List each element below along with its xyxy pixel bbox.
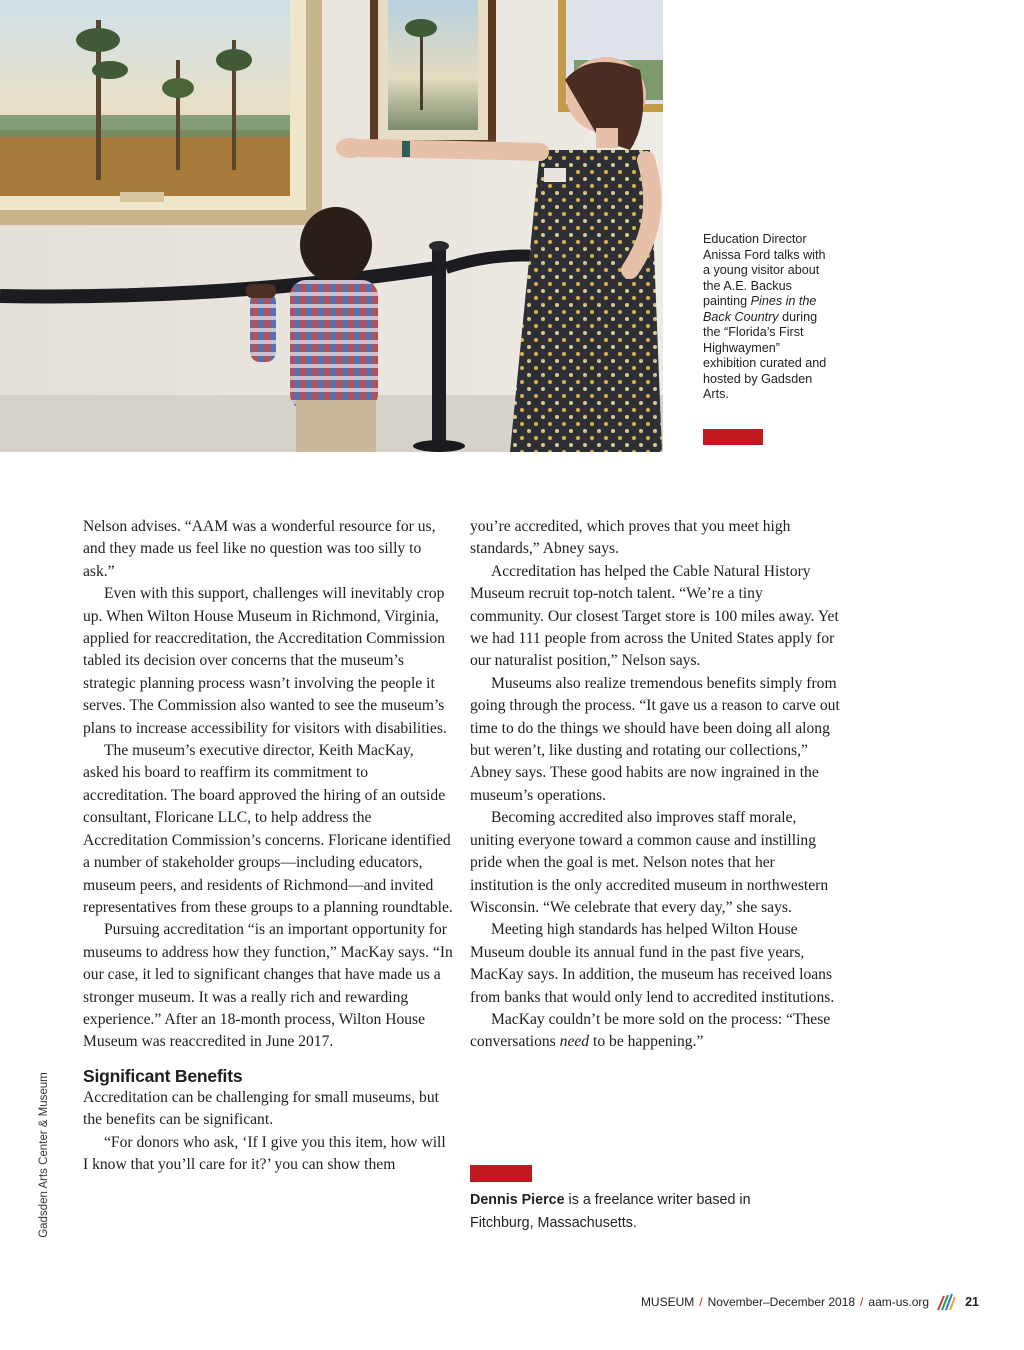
caption-painting-title: Pines in the Back Country [703,294,817,324]
paragraph: The museum’s executive director, Keith MacKay, asked his board to reaffirm its commitment to accreditation. The board approved the hiring of an outside consultant, Floricane LLC, to help address the Accreditation Commission’s concerns. Floricane identified a number of stakeholder groups—including educators, museum peers, and residents of Richmond—and invited representatives from these groups to a planning roundtable. [83,742,453,916]
paragraph: Museums also realize tremendous benefits simply from going through the process. “It gave us a reason to carve out time to do the things we should have been doing all along but weren’t, like dusting and rotating our collections,” Abney says. These good habits are now ingrained in the museum’s operations. [470,674,840,804]
paragraph: Accreditation has helped the Cable Natural History Museum recruit top-notch talent. “We’re a tiny community. Our closest Target store is 100 miles away. Yet we had 111 people from across the United States apply for our naturalist position,” Nelson says. [470,562,839,670]
author-bio-text: is a freelance writer based in Fitchburg, Massachusetts. [470,1192,751,1231]
paragraph: Meeting high standards has helped Wilton House Museum double its annual fund in the past five years, MacKay says. In addition, the museum has received loans from banks that would only lend to accredited institutions. [470,921,835,1006]
author-name: Dennis Pierce [470,1192,565,1208]
footer-separator: / [699,1295,703,1309]
closing-text-end: to be happening.” [589,1033,704,1051]
paragraph: “For donors who ask, ‘If I give you this item, how will I know that you’ll care for it?’ you can show them [83,1133,446,1173]
caption-text-end: during the “Florida’s First Highwaymen” exhibition curated and hosted by Gadsden Arts. [703,309,827,401]
footer-magazine: MUSEUM [640,1295,695,1309]
photo-credit: Gadsden Arts Center & Museum [38,1072,50,1238]
paragraph: Even with this support, challenges will inevitably crop up. When Wilton House Museum in Richmond, Virginia, applied for reaccreditation, the Accreditation Commission tabled its decision over concerns that the museum’s strategic planning process wasn’t involving the people it serves. The Commission also wanted to see the museum’s plans to increase accessibility for visitors with disabilities. [83,585,447,737]
gallery-scene-illustration [0,0,663,452]
caption-accent-bar [703,429,763,445]
paragraph: Pursuing accreditation “is an important opportunity for museums to address how they function,” MacKay says. “In our case, it led to significant changes that have made us a stronger museum. It was a really rich and rewarding experience.” After an 18-month process, Wilton House Museum was reaccredited in June 2017. [83,921,453,1051]
page-footer [641,1292,979,1312]
photo-caption [703,232,828,403]
paragraph: Becoming accredited also improves staff morale, uniting everyone toward a common cause and instilling pride when the goal is met. Nelson notes that her institution is the only accredited museum in northwestern Wisconsin. “We celebrate that every day,” she says. [470,809,829,916]
bio-accent-bar [470,1165,532,1182]
closing-text-start: MacKay couldn’t be more sold on the process: “These conversations [470,1010,831,1051]
paragraph: you’re accredited, which proves that you meet high standards,” Abney says. [470,518,791,558]
page-number: 21 [965,1295,979,1309]
section-heading: Significant Benefits [83,1065,243,1086]
paragraph: Accreditation can be challenging for small museums, but the benefits can be significant. [83,1088,439,1129]
feature-photo [0,0,663,452]
article-column-left [83,516,453,1176]
paragraph-closing [470,1009,840,1054]
closing-emphasis: need [559,1033,590,1051]
author-bio [470,1189,800,1234]
footer-site: aam-us.org [868,1295,930,1309]
caption-text-start: Education Director Anissa Ford talks with a young visitor about the A.E. Backus painting [703,232,826,308]
footer-issue: November–December 2018 [707,1295,856,1309]
article-column-right [470,516,840,1054]
footer-separator: / [860,1295,864,1309]
aam-logo-icon [935,1292,957,1312]
paragraph: Nelson advises. “AAM was a wonderful resource for us, and they made us feel like no question was too silly to ask.” [83,518,436,580]
